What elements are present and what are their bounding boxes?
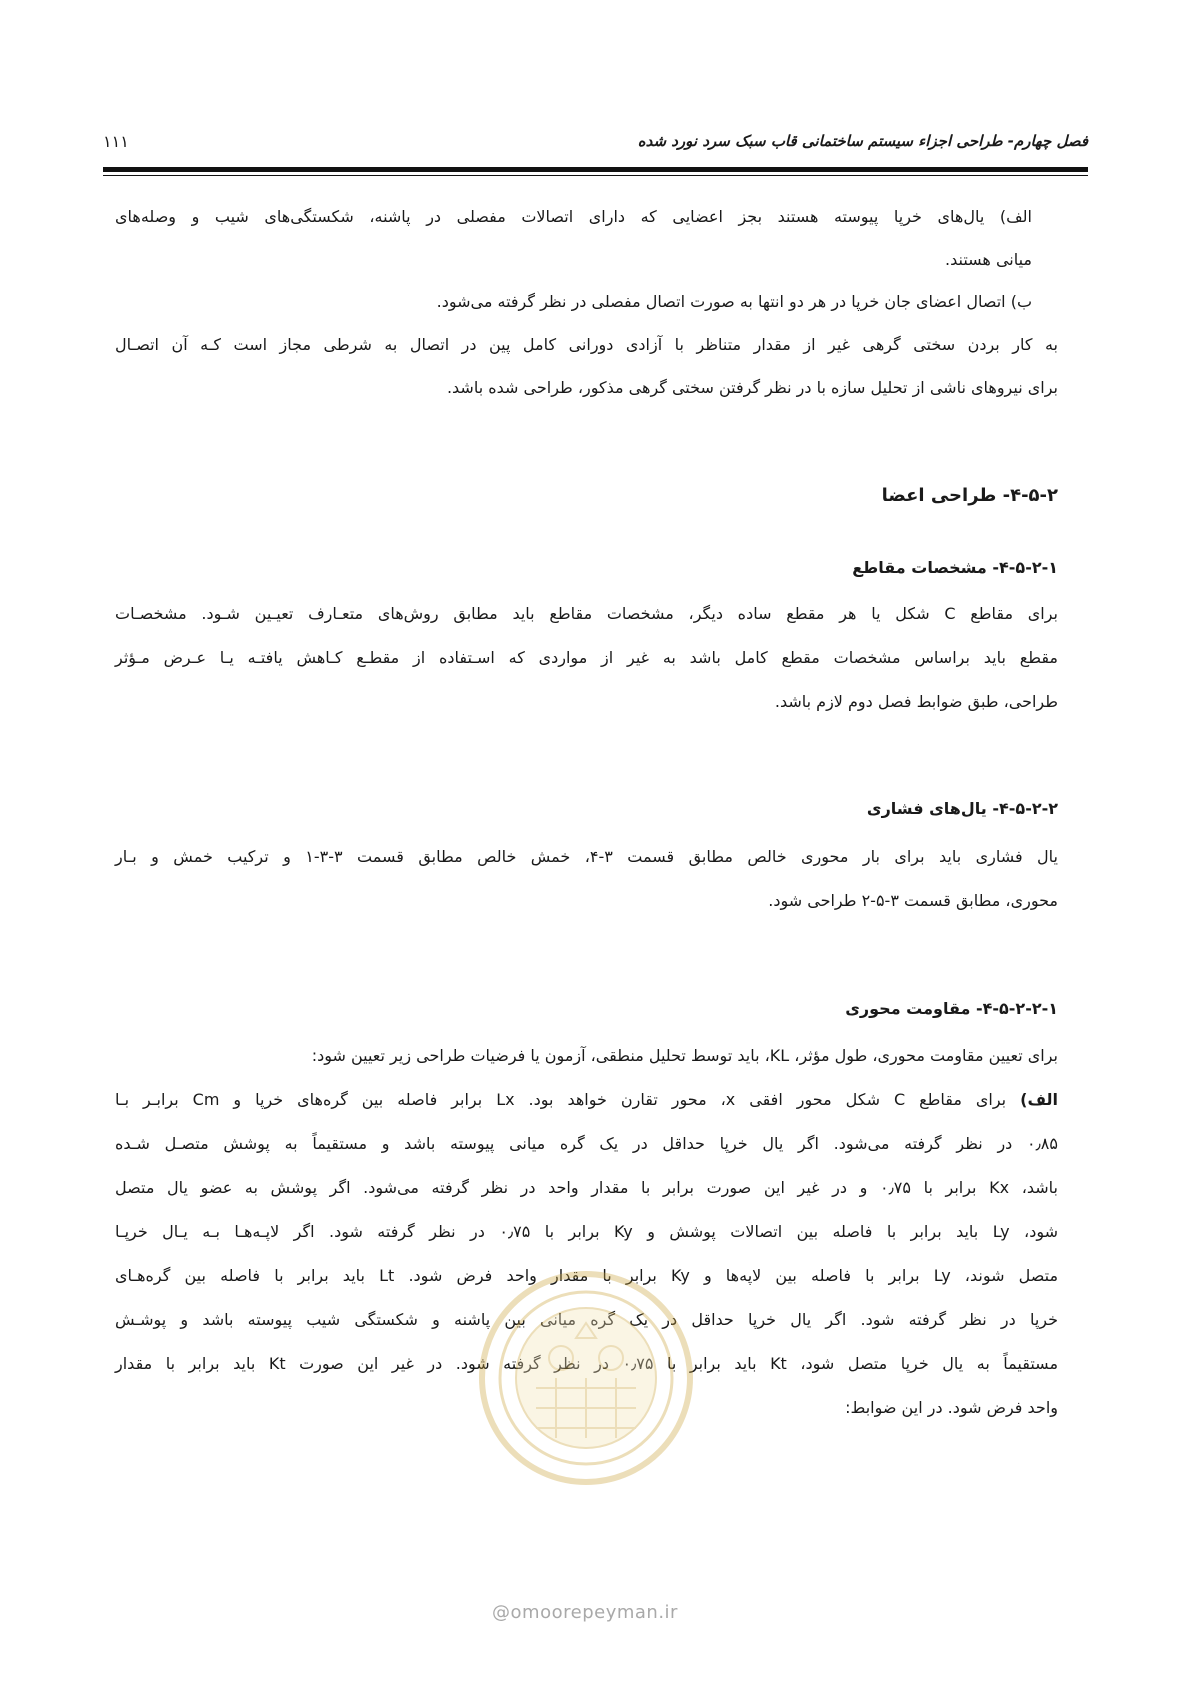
section-4-5-2-1-line-3: طراحی، طبق ضوابط فصل دوم لازم باشد. bbox=[774, 692, 1058, 711]
section-4-5-2-2-line-1: یال فشاری باید برای بار محوری خالص مطابق قسمت ۳-۴، خمش خالص مطابق قسمت ۳-۳-۱ و ترکیب خمش و بـار bbox=[115, 847, 1058, 866]
page-number: ۱۱۱ bbox=[103, 131, 129, 151]
axial-line-6: خرپا در نظر گرفته شود. اگر یال خرپا حداقل در یک گره میانی بین پاشنه و شکستگی شیب پیوسته باشد و پوشـش bbox=[115, 1310, 1058, 1329]
axial-line-1-text: برای مقاطع C شکل محور افقی x، محور تقارن خواهد بود. Lx برابر فاصله بین گره‌های خرپا و Cm برابـر بـا bbox=[115, 1090, 1007, 1109]
section-4-5-2-1-line-1: برای مقاطع C شکل یا هر مقطع ساده دیگر، مشخصات مقاطع باید مطابق روش‌های متعـارف تعیـین شـود. مشخصـات bbox=[115, 604, 1058, 623]
axial-line-5: متصل شوند، Ly برابر با فاصله بین لاپه‌ها و Ky برابر با مقدار واحد فرض شود. Lt باید برابر با فاصله بین گره‌هـای bbox=[115, 1266, 1059, 1285]
header-rule-thick bbox=[103, 167, 1088, 172]
paragraph-line-1: به کار بردن سختی گرهی غیر از مقدار متناظر با آزادی دورانی کامل پین در اتصال به شرطی مجاز است کـه آن اتصـال bbox=[115, 335, 1058, 354]
axial-line-1 bbox=[115, 1090, 1058, 1110]
section-heading-4-5-2-2-1: ۴-۵-۲-۲-۱- مقاومت محوری bbox=[845, 999, 1058, 1018]
paragraph-line-2: برای نیروهای ناشی از تحلیل سازه با در نظر گرفتن سختی گرهی مذکور، طراحی شده باشد. bbox=[446, 378, 1058, 397]
axial-line-8: واحد فرض شود. در این ضوابط: bbox=[845, 1398, 1058, 1417]
watermark-text: @omoorepeyman.ir bbox=[492, 1602, 678, 1623]
section-4-5-2-1-line-2: مقطع باید براساس مشخصات مقطع کامل باشد به غیر از مواردی که اسـتفاده از مقطـع کـاهش یافتـه یـا عـرض مـؤثر bbox=[115, 648, 1058, 667]
item-a-line-1: الف) یال‌های خرپا پیوسته هستند بجز اعضایی که دارای اتصالات مفصلی در پاشنه، شکستگی‌های شیب و وصله‌های bbox=[115, 207, 1032, 226]
section-heading-4-5-2-1: ۴-۵-۲-۱- مشخصات مقاطع bbox=[852, 558, 1058, 577]
page-header bbox=[103, 128, 1088, 154]
item-a-line-2: میانی هستند. bbox=[945, 250, 1032, 269]
section-4-5-2-2-line-2: محوری، مطابق قسمت ۳-۵-۲ طراحی شود. bbox=[768, 891, 1058, 910]
section-heading-4-5-2-2: ۴-۵-۲-۲- یال‌های فشاری bbox=[866, 799, 1058, 818]
axial-line-3: باشد، Kx برابر با ۰٫۷۵ و در غیر این صورت برابر با مقدار واحد در نظر گرفته می‌شود. اگر پوشش به عضو یال متصل bbox=[115, 1178, 1059, 1197]
axial-line-7: مستقیماً به یال خرپا متصل شود، Kt باید برابر با ۰٫۷۵ در نظر گرفته شود. در غیر این صورت Kt باید برابر با مقدار bbox=[115, 1354, 1059, 1373]
section-heading-4-5-2: ۴-۵-۲- طراحی اعضا bbox=[881, 485, 1058, 506]
chapter-title: فصل چهارم- طراحی اجزاء سیستم ساختمانی قاب سبک سرد نورد شده bbox=[637, 132, 1088, 150]
alef-label: الف) bbox=[1020, 1090, 1058, 1109]
axial-line-4: شود، Ly باید برابر با فاصله بین اتصالات پوشش و Ky برابر با ۰٫۷۵ در نظر گرفته شود. اگر لاپـه‌هـا بـه یـال خرپـا bbox=[115, 1222, 1059, 1241]
axial-line-2: ۰٫۸۵ در نظر گرفته می‌شود. اگر یال خرپا حداقل در یک گره میانی پیوسته باشد و مستقیماً به پوشش متصـل شـده bbox=[115, 1134, 1058, 1153]
item-b: ب) اتصال اعضای جان خرپا در هر دو انتها به صورت اتصال مفصلی در نظر گرفته می‌شود. bbox=[436, 292, 1032, 311]
watermark-seal-icon bbox=[476, 1268, 696, 1488]
header-rule-thin bbox=[103, 175, 1088, 176]
axial-intro: برای تعیین مقاومت محوری، طول مؤثر، KL، باید توسط تحلیل منطقی، آزمون یا فرضیات طراحی زیر تعیین شود: bbox=[311, 1046, 1058, 1065]
